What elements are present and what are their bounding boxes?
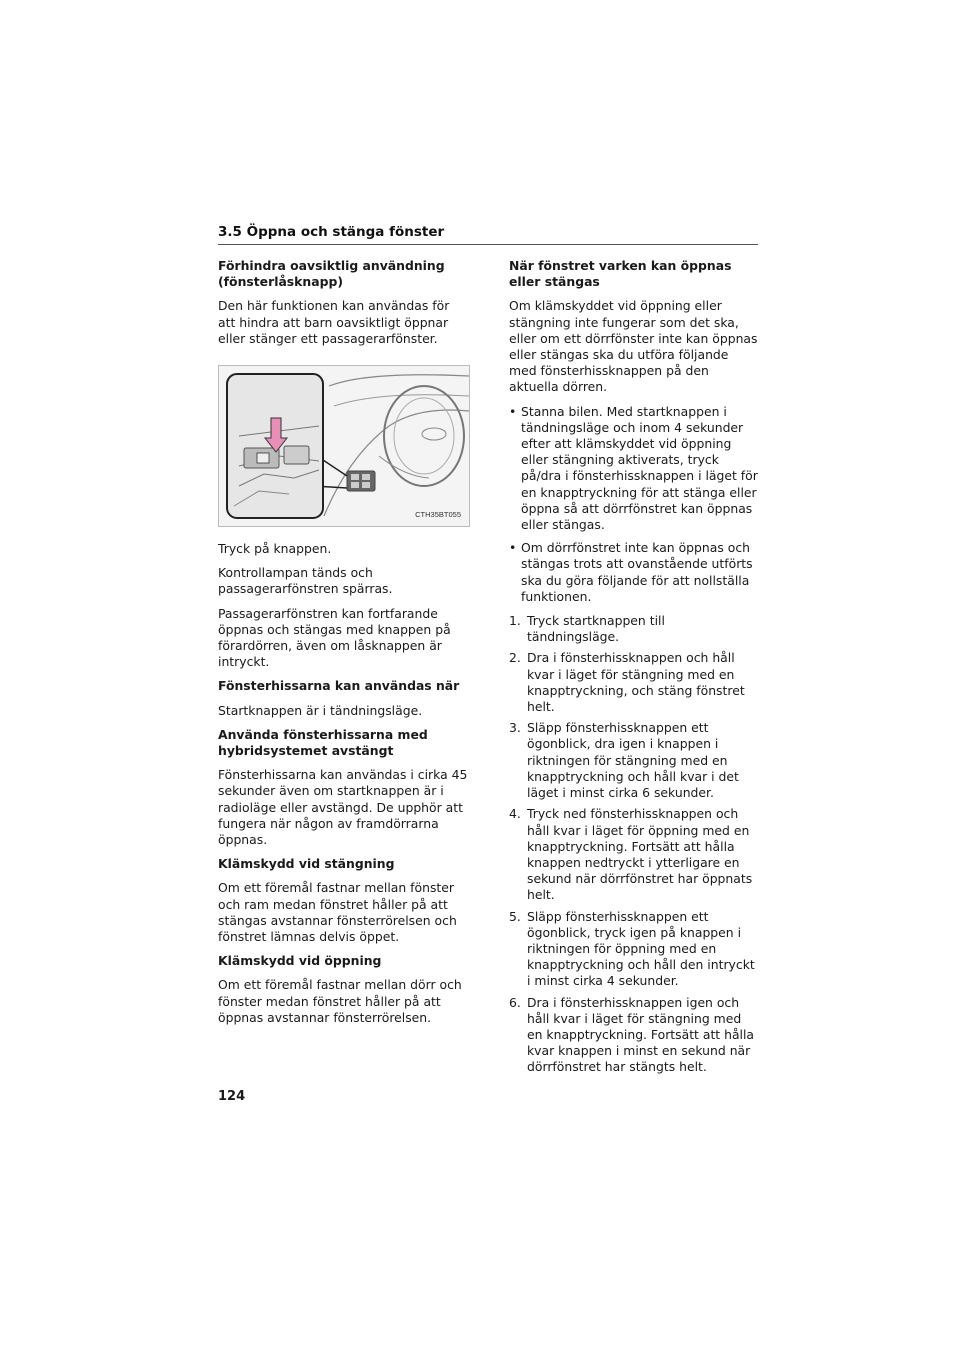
reset-steps-list bbox=[509, 613, 759, 1075]
step-number: 1. bbox=[509, 613, 521, 629]
text-passenger-windows: Passagerarfönstren kan fortfarande öppnas och stängas med knappen på förardörren, även om låsknappen är intryckt. bbox=[218, 605, 451, 670]
text-window-lock: Den här funktionen kan användas för att hindra att barn oavsiktligt öppnar eller stänger ett passagerarfönster. bbox=[218, 298, 450, 346]
list-item bbox=[509, 404, 759, 534]
step-text: Tryck ned fönsterhissknappen och håll kvar i läget för öppning med en knapptryckning. Fortsätt att hålla knappen nedtryckt i ytterligare en sekund när dörrfönstret har öppnats helt. bbox=[527, 806, 753, 903]
section-title: 3.5 Öppna och stänga fönster bbox=[218, 224, 445, 240]
heading-window-stuck: När fönstret varken kan öppnas eller stängas bbox=[509, 258, 732, 290]
bullet-text: Stanna bilen. Med startknappen i tändningsläge och inom 4 sekunder efter att klämskyddet vid öppning eller stängning aktiverats, tryck på/dra i fönsterhissknappen i läget för en knapptryckning för att stänga eller öppna så att dörrfönstret kan öppnas eller stängas. bbox=[521, 403, 758, 533]
step-number: 4. bbox=[509, 806, 521, 822]
illustration-window-lock-switch bbox=[218, 365, 470, 527]
step-number: 2. bbox=[509, 650, 521, 666]
list-item bbox=[509, 995, 759, 1076]
text-window-stuck-intro: Om klämskyddet vid öppning eller stängning inte fungerar som det ska, eller om ett dörrfönster inte kan öppnas eller stängas ska du utföra följande med fönsterhissknappen på den aktuella dörren. bbox=[509, 298, 758, 395]
bullet-list bbox=[509, 404, 759, 605]
heading-hybrid-off: Använda fönsterhissarna med hybridsystemet avstängt bbox=[218, 726, 428, 759]
left-column bbox=[218, 258, 470, 1034]
car-interior-drawing bbox=[219, 366, 469, 526]
step-text: Tryck startknappen till tändningsläge. bbox=[527, 613, 665, 645]
list-item bbox=[509, 613, 759, 645]
heading-jam-protection-opening: Klämskydd vid öppning bbox=[218, 953, 382, 969]
section-header bbox=[218, 224, 758, 245]
text-jam-protection-closing: Om ett föremål fastnar mellan fönster och ram medan fönstret håller på att stängas avstannar fönsterrörelsen och fönstret lämnas delvis öppet. bbox=[218, 880, 457, 945]
text-hybrid-off: Fönsterhissarna kan användas i cirka 45 sekunder även om startknappen är i radioläge eller avstängd. De upphör att fungera när någon av framdörrarna öppnas. bbox=[218, 767, 468, 848]
step-number: 3. bbox=[509, 720, 521, 736]
list-item bbox=[509, 720, 759, 801]
text-windows-usable: Startknappen är i tändningsläge. bbox=[218, 702, 423, 718]
step-text: Dra i fönsterhissknappen igen och håll kvar i läget för stängning med en knapptryckning. Fortsätt att hålla kvar knappen i minst en sekund när dörrfönstret har stängts helt. bbox=[527, 994, 755, 1075]
bullet-text: Om dörrfönstret inte kan öppnas och stängas trots att ovanstående utförts ska du göra följande för att nollställa funktionen. bbox=[521, 540, 753, 604]
step-text: Släpp fönsterhissknappen ett ögonblick, tryck igen på knappen i riktningen för öppning med en knapptryckning och håll den intryckt i minst cirka 4 sekunder. bbox=[527, 908, 755, 989]
list-item bbox=[509, 650, 759, 715]
text-press-button: Tryck på knappen. bbox=[218, 541, 332, 557]
figure-code: CTH35BT055 bbox=[415, 509, 461, 519]
text-jam-protection-opening: Om ett föremål fastnar mellan dörr och fönster medan fönstret håller på att öppnas avstannar fönsterrörelsen. bbox=[218, 977, 462, 1025]
right-column bbox=[509, 258, 759, 1081]
step-number: 5. bbox=[509, 908, 521, 924]
text-indicator-lamp: Kontrollampan tänds och passagerarfönstren spärras. bbox=[218, 565, 393, 597]
bullet-mark: • bbox=[509, 403, 517, 419]
step-text: Dra i fönsterhissknappen och håll kvar i läget för stängning med en knapptryckning, och stäng fönstret helt. bbox=[527, 650, 745, 715]
page-number: 124 bbox=[218, 1089, 246, 1104]
step-number: 6. bbox=[509, 994, 521, 1010]
heading-window-lock: Förhindra oavsiktlig användning (fönsterlåsknapp) bbox=[218, 258, 445, 290]
heading-windows-usable: Fönsterhissarna kan användas när bbox=[218, 678, 460, 694]
bullet-mark: • bbox=[509, 540, 517, 556]
list-item bbox=[509, 909, 759, 990]
heading-jam-protection-closing: Klämskydd vid stängning bbox=[218, 856, 395, 872]
list-item bbox=[509, 806, 759, 903]
list-item bbox=[509, 540, 759, 605]
step-text: Släpp fönsterhissknappen ett ögonblick, dra igen i knappen i riktningen för stängning med en knapptryckning och håll kvar i det läget i minst cirka 6 sekunder. bbox=[527, 720, 739, 801]
